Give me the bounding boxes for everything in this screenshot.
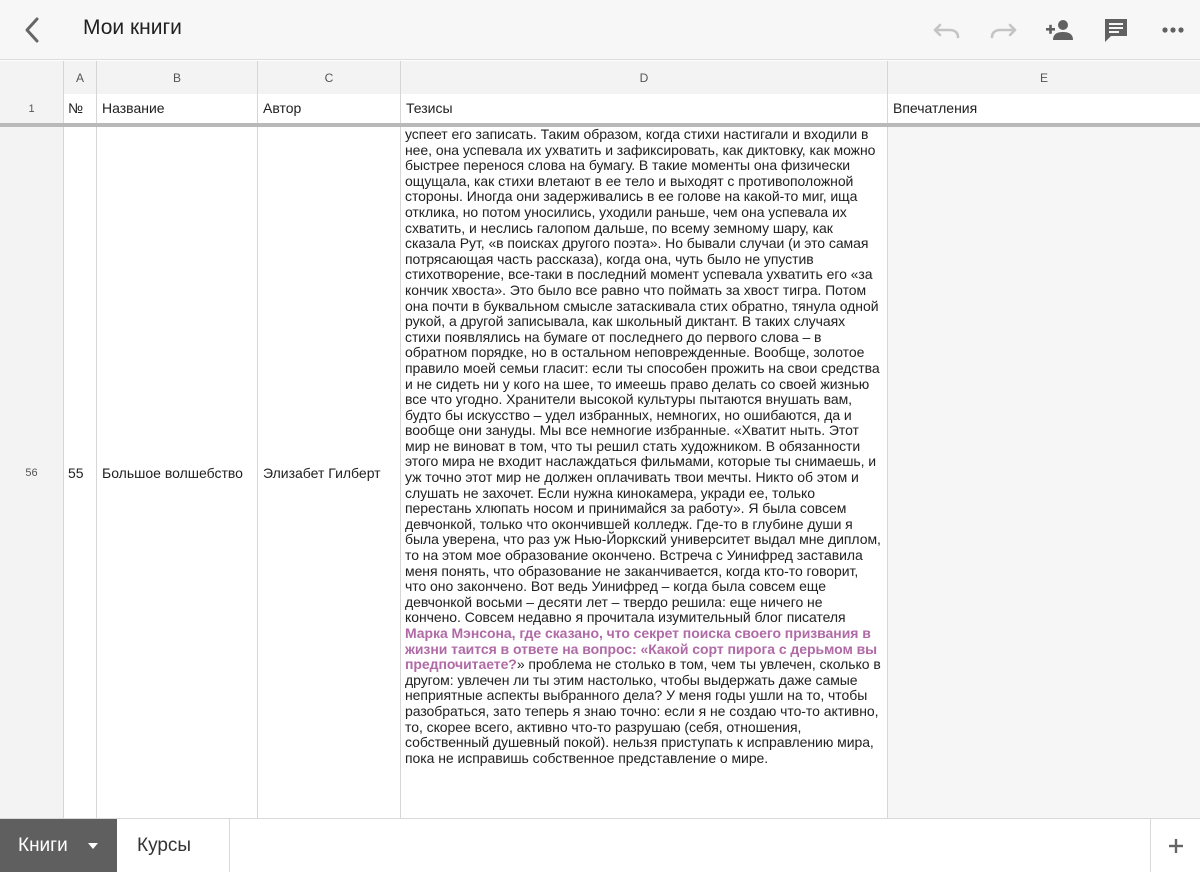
- header-cell-impressions[interactable]: Впечатления: [893, 100, 978, 116]
- add-person-icon: [1045, 18, 1075, 42]
- sheet-tab-courses[interactable]: [117, 819, 230, 872]
- sheet-tab-courses-label: Курсы: [137, 835, 192, 856]
- row-number-56[interactable]: 56: [0, 127, 64, 818]
- column-header-b[interactable]: B: [97, 61, 258, 94]
- row-number-1[interactable]: 1: [0, 94, 64, 123]
- more-options-button[interactable]: [1155, 12, 1191, 48]
- undo-icon: [933, 20, 961, 40]
- dropdown-caret-icon[interactable]: [88, 843, 98, 849]
- header-cell-author[interactable]: Автор: [258, 94, 401, 123]
- undo-button[interactable]: [929, 12, 965, 48]
- share-button[interactable]: [1042, 12, 1078, 48]
- column-header-c[interactable]: C: [258, 61, 401, 94]
- sheet-tab-books[interactable]: [0, 819, 117, 872]
- plus-icon: [1169, 839, 1183, 853]
- redo-button[interactable]: [985, 12, 1021, 48]
- table-row: [0, 127, 1200, 818]
- add-sheet-button[interactable]: [1150, 819, 1200, 872]
- header-cell-number[interactable]: №: [64, 94, 97, 123]
- column-header-d[interactable]: D: [401, 61, 888, 94]
- comment-icon: [1103, 17, 1129, 43]
- app-bar: [0, 0, 1200, 60]
- redo-icon: [989, 20, 1017, 40]
- cell-author[interactable]: Элизабет Гилберт: [258, 127, 401, 818]
- more-horizontal-icon: [1161, 26, 1185, 34]
- header-cell-theses[interactable]: Тезисы: [401, 94, 888, 123]
- cell-impressions[interactable]: [888, 127, 1200, 818]
- cell-theses[interactable]: [401, 127, 888, 818]
- cell-book-title[interactable]: Большое волшебство: [97, 127, 258, 818]
- theses-text-part1: успеет его записать. Таким образом, когда стихи настигали и входили в нее, она успевала их ухватить и зафиксировать, как диктовку, как можно быстрее перенося слова на бумагу. В такие моменты она физически ощущала, как стихи влетают в ее тело и выходят с противоположной стороны. Иногда они задерживались в ее голове на какой-то миг, ища отклика, но потом уносились, уходили раньше, чем она успевала их схватить, и неслись галопом дальше, по всему земному шару, как сказала Рут, «в поисках другого поэта». Но бывали случаи (и это самая потрясающая часть рассказа), когда она, чуть было не упустив стихотворение, все-таки в последний момент успевала ухватить его «за кончик хвоста». Это было все равно что поймать за хвост тигра. Потом она почти в буквальном смысле затаскивала стих обратно, тянула одной рукой, а другой записывала, как школьный диктант. В таких случаях стихи появлялись на бумаге от последнего до первого слова – в обратном порядке, но в остальном неповрежденные. Вообще, золотое правило моей семьи гласит: если ты способен прожить на свои средства и не сидеть ни у кого на шее, то имеешь право делать со своей жизнью все что угодно. Хранители высокой культуры пытаются внушать вам, будто бы искусство – удел избранных, немногих, но ошибаются, да и вообще они зануды. Мы все немногие избранные. «Хватит ныть. Этот мир не виноват в том, что ты решил стать художником. В обязанности этого мира не входит наслаждаться фильмами, которые ты снимаешь, и уж точно этот мир не должен оплачивать твои мечты. Никто об этом и слушать не захочет. Если нужна кинокамера, укради ее, только перестань хлюпать носом и принимайся за работу». Я была совсем девчонкой, только что окончившей колледж. Где-то в глубине души я была уверена, что раз уж Нью-Йоркский университет выдал мне диплом, то на этом мое образование окончено. Встреча с Уинифред заставила меня понять, что образование не заканчивается, когда кто-то говорит, что оно закончено. Вот ведь Уинифред – когда была совсем еще девчонкой восьми – десяти лет – твердо решила: еще ничего не кончено. Совсем недавно я прочитала изумительный блог писателя: [405, 127, 881, 626]
- theses-text-part2: » проблема не столько в том, чем ты увлечен, сколько в другом: увлечен ли ты этим настолько, чтобы выдержать даже самые неприятные аспекты выбранного дела? У меня годы ушли на то, чтобы разобраться, зато теперь я знаю точно: если я не создаю что-то активно, то, скорее всего, активно что-то разрушаю (себя, отношения, собственный душевный покой). нельзя приступать к исправлению мира, пока не исправишь собственное представление о мире.: [405, 656, 881, 766]
- column-header-a[interactable]: A: [64, 61, 97, 94]
- header-row: [0, 94, 1200, 123]
- back-arrow-icon: [22, 16, 42, 44]
- theses-highlighted-text: Марка Мэнсона, где сказано, что секрет поиска своего призвания в жизни таится в ответе на вопрос: «Какой сорт пирога с дерьмом вы предпочитаете?: [405, 625, 878, 673]
- column-headers: [0, 61, 1200, 94]
- column-header-e[interactable]: E: [1039, 70, 1048, 85]
- cell-number[interactable]: 55: [64, 127, 97, 818]
- comment-button[interactable]: [1098, 12, 1134, 48]
- back-button[interactable]: [14, 12, 50, 48]
- sheet-tab-books-label: Книги: [18, 835, 68, 856]
- select-all-corner[interactable]: [0, 61, 64, 94]
- sheet-tab-bar: [0, 818, 1200, 872]
- document-title: Мои книги: [83, 16, 182, 39]
- header-cell-title[interactable]: Название: [97, 94, 258, 123]
